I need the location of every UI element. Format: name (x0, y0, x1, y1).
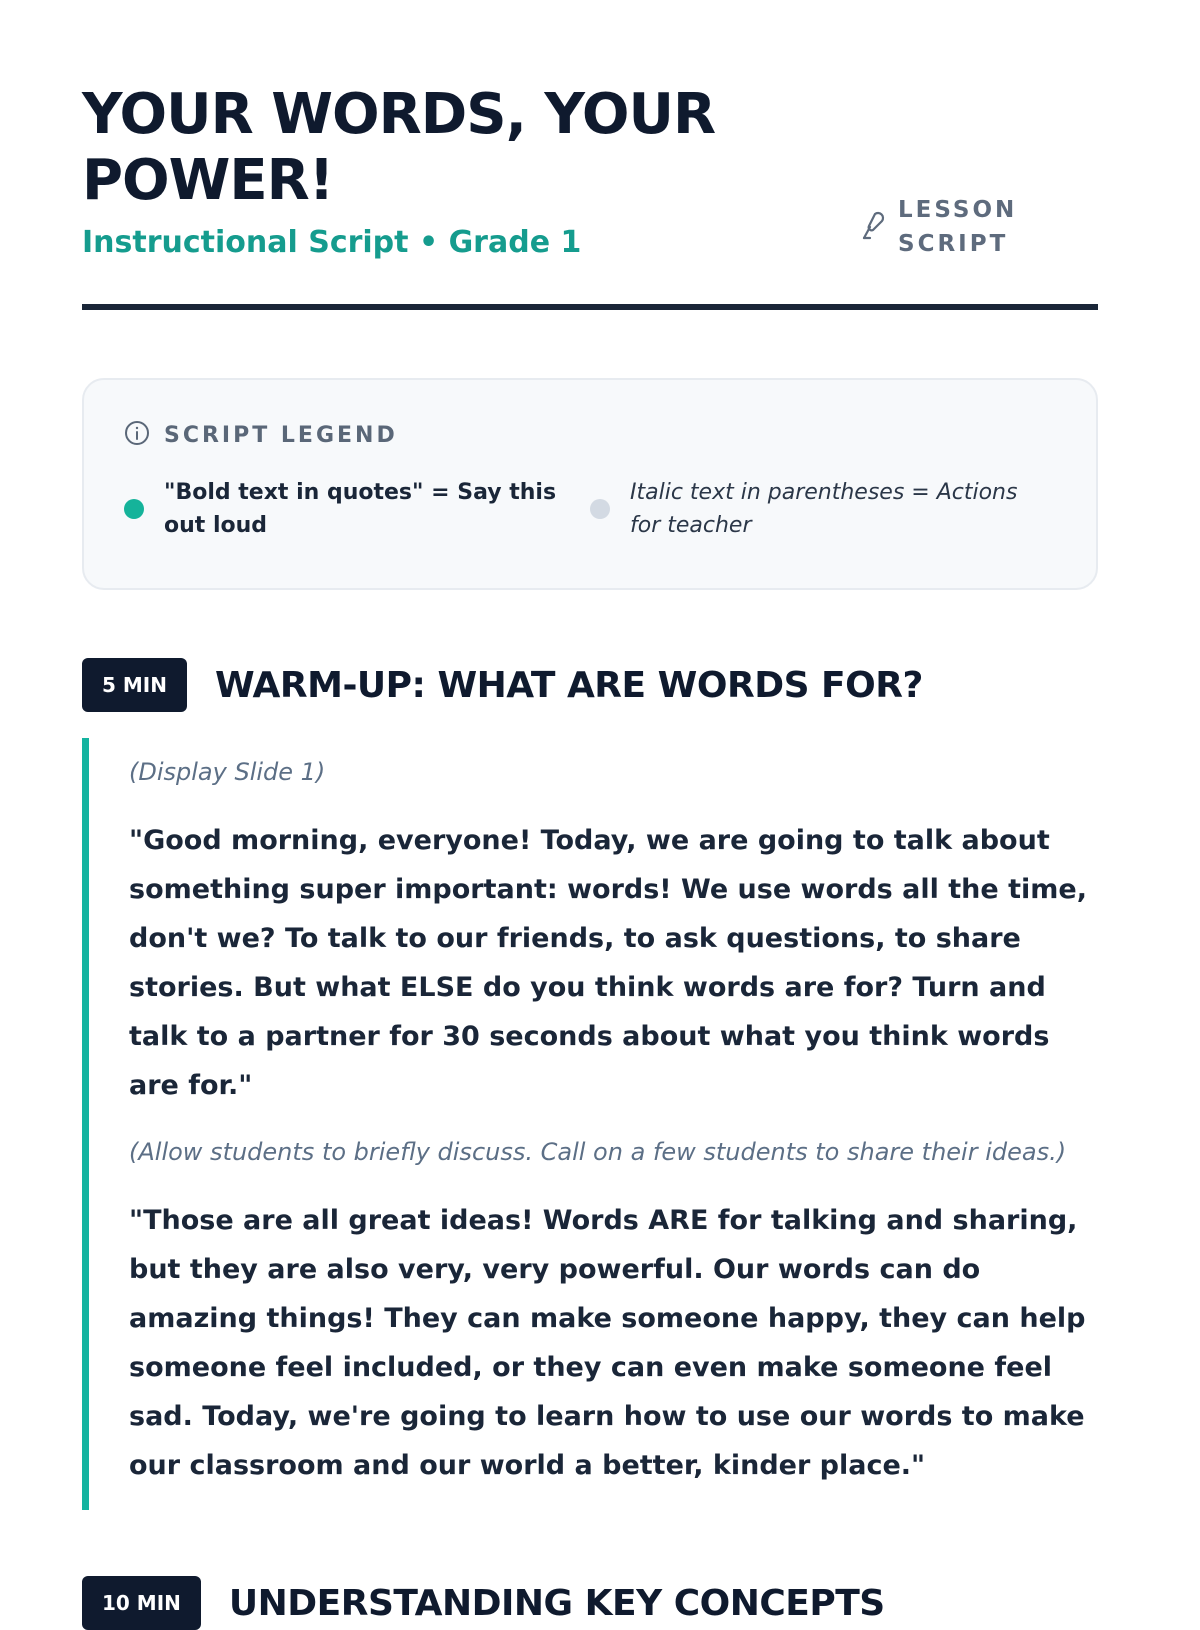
teacher-speech: "Good morning, everyone! Today, we are going to talk about something super important: words! We use words all the time, don't we? To talk to our friends, to ask questions, to share stories. But what ELSE do you think words are for? Turn and talk to a partner for 30 seconds about what you think words are for." (129, 825, 1087, 1101)
teacher-speech: "Those are all great ideas! Words ARE for talking and sharing, but they are also very, very powerful. Our words can do amazing things! They can make someone happy, they can help someone feel included, or they can even make someone feel sad. Today, we're going to learn how to use our words to make our classroom and our world a better, kinder place." (129, 1205, 1086, 1481)
lesson-script-label: LESSON SCRIPT (898, 197, 1018, 257)
page-title: YOUR WORDS, YOUR POWER! (82, 82, 716, 213)
time-badge: 5 MIN (82, 658, 187, 712)
section-header-key-concepts (82, 1576, 1098, 1630)
page-subtitle: Instructional Script • Grade 1 (82, 225, 582, 260)
lesson-script-tag (860, 193, 1018, 261)
legend-item-say-aloud (124, 476, 590, 542)
legend-header (124, 420, 1056, 450)
info-icon (124, 420, 150, 450)
time-badge: 10 MIN (82, 1576, 201, 1630)
page-header (82, 0, 1098, 310)
legend-item-teacher-actions (590, 476, 1056, 542)
script-legend (82, 378, 1098, 590)
teacher-direction: (Allow students to briefly discuss. Call on a few students to share their ideas.) (129, 1138, 1067, 1166)
section-title: WARM-UP: WHAT ARE WORDS FOR? (214, 664, 923, 706)
green-dot-icon (124, 499, 144, 519)
script-block-warm-up (82, 738, 1098, 1510)
legend-item-label: Italic text in parentheses = Actions for teacher (630, 480, 1018, 538)
section-header-warm-up (82, 658, 1098, 712)
microphone-icon (860, 209, 886, 245)
legend-title: SCRIPT LEGEND (164, 422, 398, 448)
legend-item-label: "Bold text in quotes" = Say this out loud (164, 480, 557, 538)
section-title: UNDERSTANDING KEY CONCEPTS (228, 1582, 885, 1624)
teacher-direction: (Display Slide 1) (129, 758, 326, 786)
gray-dot-icon (590, 499, 610, 519)
legend-items (124, 476, 1056, 542)
